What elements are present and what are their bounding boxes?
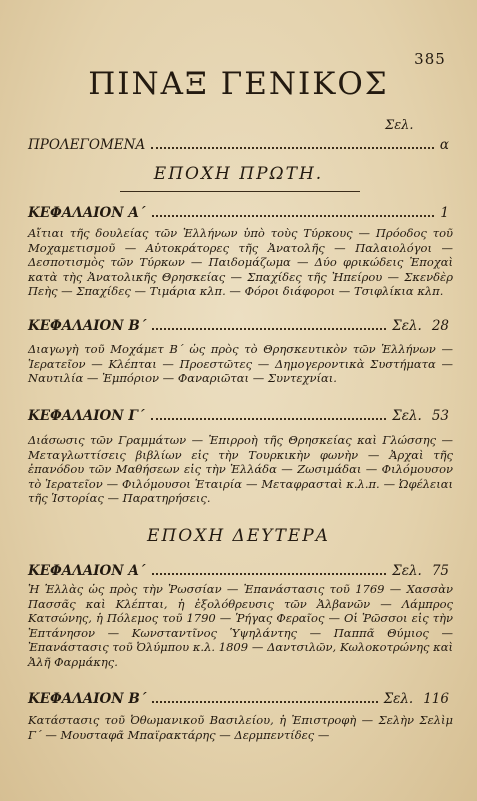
page-prefix: Σελ. (383, 691, 414, 707)
toc-page-num: 1 (440, 205, 449, 221)
toc-page-num: 28 (431, 318, 449, 334)
chapter-summary: Διάσωσις τῶν Γραμμάτων — Ἐπιρροὴ τῆς Θρησκείας καὶ Γλώσσης — Μεταγλωττίσεις βιβλίων εἰς τὴν Τουρκικὴν φωνὴν — Ἀρχαὶ τῆς ἐπανόδου τῶν Μαθήσεων εἰς τὴν Ἑλλάδα — Ζωσιμάδαι — Φιλόμουσον τὸ Ἱερατεῖον — Φιλόμουσοι Ἑταιρία — Μεταφρασταὶ κ.λ.π. — Ὠφέλειαι τῆς Ἱστορίας — Παρατηρήσεις. (28, 433, 453, 506)
toc-label: ΚΕΦΑΛΑΙΟΝ Β΄ (28, 318, 147, 334)
chapter-summary: Κατάστασις τοῦ Ὀθωμανικοῦ Βασιλείου, ἡ Ἐπιστροφὴ — Σελὴν Σελὶμ Γ΄ — Μουσταφᾶ Μπαϊρακτάρης — Δερμπεντίδες — (28, 713, 453, 742)
toc-page-num: 75 (431, 563, 449, 579)
toc-page-num: 116 (423, 691, 449, 707)
page-prefix: Σελ. (392, 563, 422, 579)
toc-label: ΚΕΦΑΛΑΙΟΝ Α΄ (28, 563, 146, 579)
toc-label: ΚΕΦΑΛΑΙΟΝ Β΄ (28, 691, 147, 707)
divider (120, 191, 360, 192)
toc-entry-chapter (28, 563, 449, 579)
toc-label: ΚΕΦΑΛΑΙΟΝ Γ΄ (28, 408, 145, 424)
page-title: ΠΙΝΑΞ ΓΕΝΙΚΟΣ (88, 66, 389, 102)
toc-entry-chapter (28, 691, 449, 707)
leader-dots (152, 328, 386, 330)
leader-dots (151, 147, 434, 149)
toc-entry-chapter (28, 318, 449, 334)
epoch-heading-first: ΕΠΟΧΗ ΠΡΩΤΗ. (153, 164, 324, 184)
leader-dots (151, 418, 387, 420)
toc-entry-chapter (28, 205, 449, 221)
leader-dots (152, 573, 387, 575)
toc-entry-prolegomena (28, 137, 449, 153)
leader-dots (152, 215, 435, 217)
toc-page-num: 53 (431, 408, 449, 424)
chapter-summary: Ἡ Ἑλλὰς ὡς πρὸς τὴν Ῥωσσίαν — Ἐπανάστασις τοῦ 1769 — Χασσὰν Πασσᾶς καὶ Κλέπται, ἡ ἐξολόθρευσις τῶν Ἀλβανῶν — Λάμπρος Κατσώνης, ἡ Πόλεμος τοῦ 1790 — Ῥήγας Φεραῖος — Οἱ Ῥῶσσοι εἰς τὴν Ἑπτάνησον — Κωνσταντῖνος Ὑψηλάντης — Παππᾶ Θύμιος — Ἐπανάστασις τοῦ Ὀλύμπου κ.λ. 1809 — Δαντσιλῶν, Κωλοκοτρώνης καὶ Ἀλῆ Φαρμάκης. (28, 582, 453, 669)
toc-entry-chapter (28, 408, 449, 424)
chapter-summary: Αἴτιαι τῆς δουλείας τῶν Ἑλλήνων ὑπὸ τοὺς Τύρκους — Πρόοδος τοῦ Μοχαμετισμοῦ — Αὐτοκράτορες τῆς Ἀνατολῆς — Παλαιολόγοι — Δεσποτισμὸς τῶν Τύρκων — Παιδομάζωμα — Δύο φρικώδεις Ἐποχαὶ κατὰ τὴς Ἀνατολικῆς Θρησκείας — Σπαχίδες τῆς Ἠπείρου — Σκενδὲρ Πεὴς — Σπαχίδες — Τιμάρια κλπ. — Φόροι διάφοροι — Τσιφλίκια κλπ. (28, 226, 453, 299)
epoch-heading-second: ΕΠΟΧΗ ΔΕΥΤΕΡΑ (147, 526, 330, 546)
toc-label: ΚΕΦΑΛΑΙΟΝ Α΄ (28, 205, 146, 221)
leader-dots (152, 701, 377, 703)
page-column-header: Σελ. (385, 118, 414, 133)
page-prefix: Σελ. (392, 408, 422, 424)
toc-label: ΠΡΟΛΕΓΟΜΕΝΑ (28, 137, 146, 153)
page-number: 385 (414, 50, 446, 68)
toc-page-num: α (439, 137, 449, 153)
chapter-summary: Διαγωγὴ τοῦ Μοχάμετ Β΄ ὡς πρὸς τὸ Θρησκευτικὸν τῶν Ἑλλήνων — Ἱερατεῖον — Κλέπται — Προεστῶτες — Δημογεροντικὰ Συστήματα — Ναυτιλία — Ἐμπόριον — Φαναριῶται — Συντεχνίαι. (28, 342, 453, 386)
page-prefix: Σελ. (392, 318, 422, 334)
